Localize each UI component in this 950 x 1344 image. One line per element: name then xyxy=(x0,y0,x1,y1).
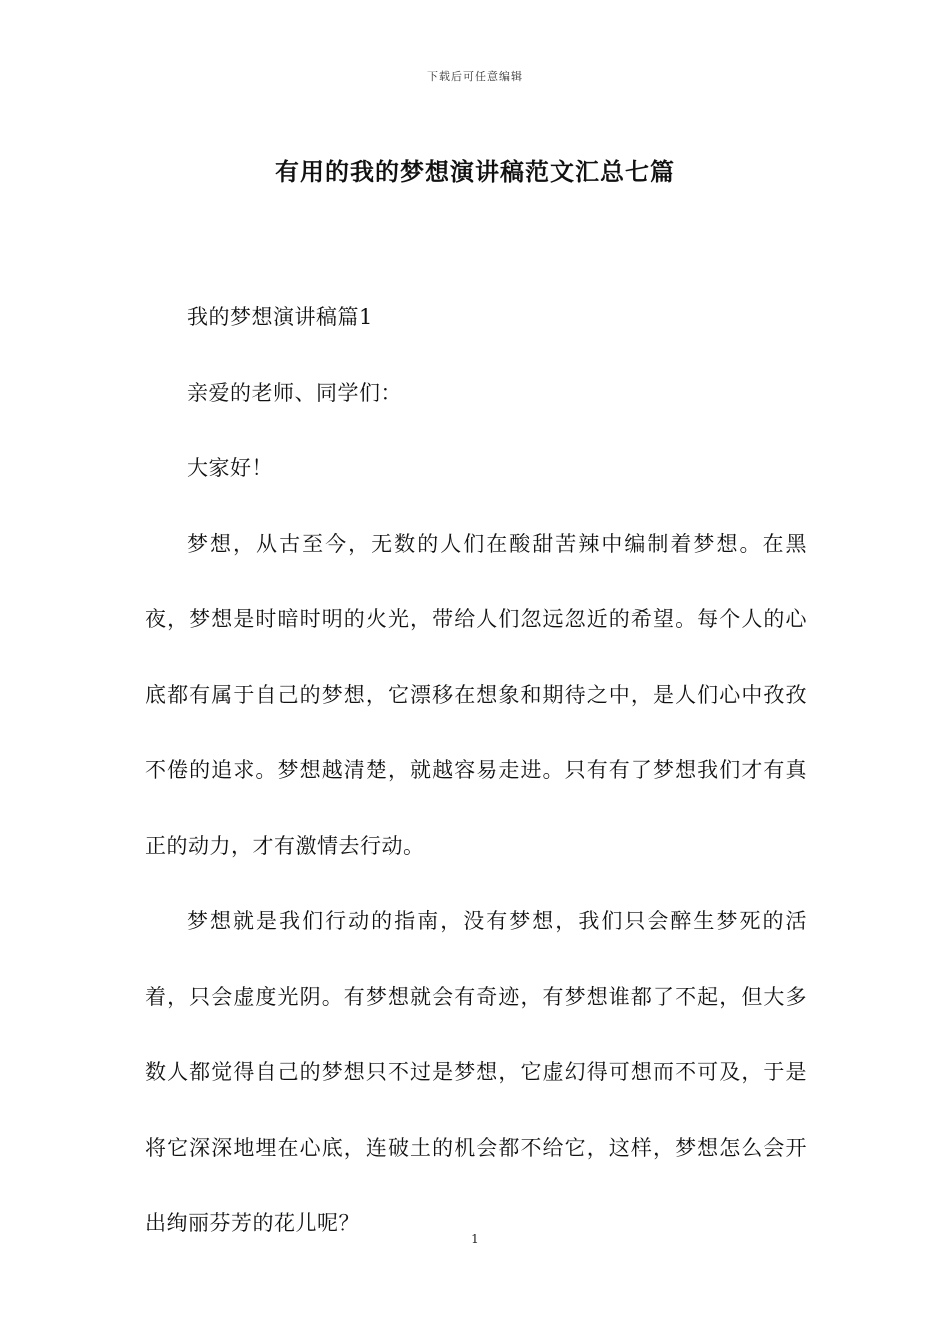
greeting: 大家好！ xyxy=(187,456,273,480)
page-number: 1 xyxy=(471,1232,479,1246)
body-paragraph: 梦想就是我们行动的指南，没有梦想，我们只会醉生梦死的活着，只会虚度光阴。有梦想就会有奇迹，有梦想谁都了不起，但大多数人都觉得自己的梦想只不过是梦想，它虚幻得可想而不可及，于是将它深深地埋在心底，连破土的机会都不给它，这样，梦想怎么会开出绚丽芬芳的花儿呢？ xyxy=(145,909,807,1235)
document-title: 有用的我的梦想演讲稿范文汇总七篇 xyxy=(275,157,675,186)
body-paragraph: 梦想，从古至今，无数的人们在酸甜苦辣中编制着梦想。在黑夜，梦想是时暗时明的火光，带给人们忽远忽近的希望。每个人的心底都有属于自己的梦想，它漂移在想象和期待之中，是人们心中孜孜不倦的追求。梦想越清楚，就越容易走进。只有有了梦想我们才有真正的动力，才有激情去行动。 xyxy=(145,531,807,858)
salutation: 亲爱的老师、同学们： xyxy=(187,380,402,405)
document-body xyxy=(145,280,807,1262)
section-heading: 我的梦想演讲稿篇1 xyxy=(187,305,373,329)
header-note: 下载后可任意编辑 xyxy=(427,70,523,83)
